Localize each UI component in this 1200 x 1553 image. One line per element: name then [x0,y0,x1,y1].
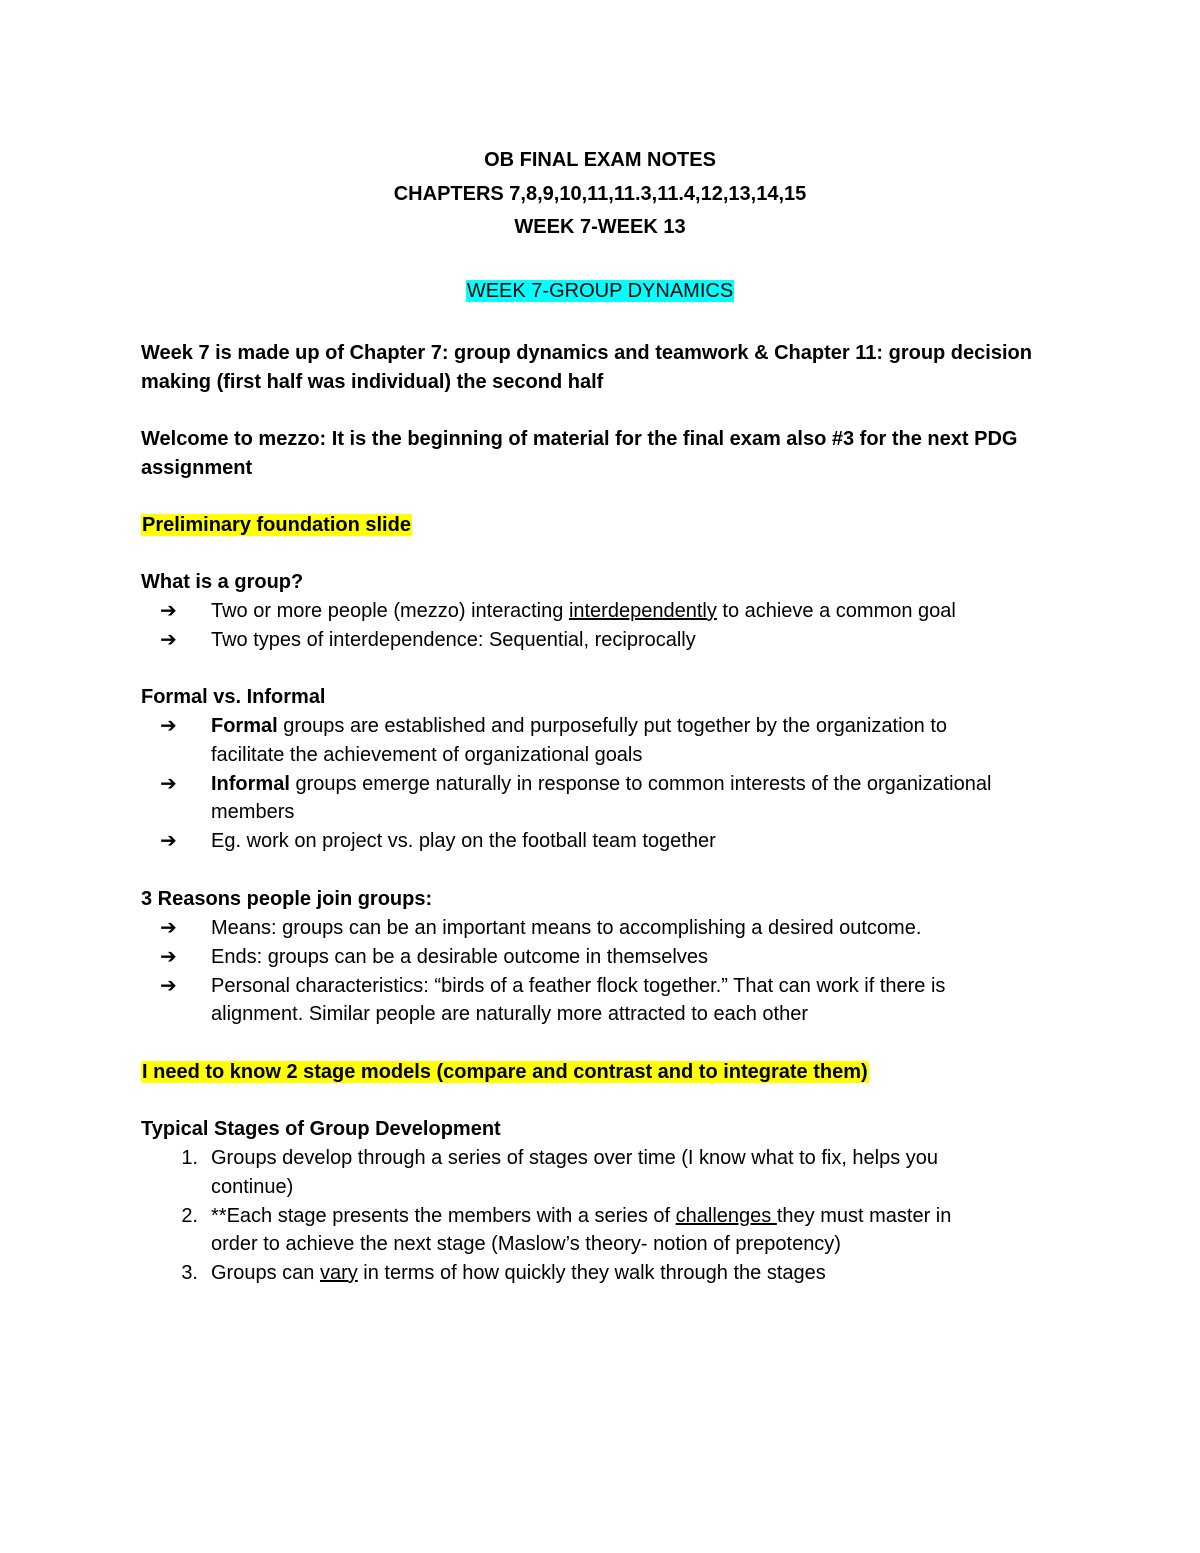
reasons-bullet-3-line-2: alignment. Similar people are naturally more attracted to each other [211,1003,808,1025]
stage-models-heading: I need to know 2 stage models (compare and contrast and to integrate them) [142,1061,868,1083]
stage-item-3-pre: Groups can [211,1262,320,1284]
stage-item-3 [211,1260,826,1286]
list-number: 3. [181,1262,198,1284]
stage-item-2-underlined: challenges [675,1205,777,1227]
arrow-bullet-icon: ➔ [160,773,177,795]
arrow-bullet-icon: ➔ [160,975,177,997]
stage-models-heading-wrap [141,1059,869,1085]
stage-item-3-post: in terms of how quickly they walk through the stages [357,1262,826,1284]
stage-item-3-underlined: vary [319,1262,358,1284]
group-bullet-1-underlined: interdependently [568,600,717,622]
doc-weeks: WEEK 7-WEEK 13 [514,216,686,238]
group-bullet-1 [211,598,956,624]
group-bullet-2: Two types of interdependence: Sequential, reciprocally [211,629,696,651]
doc-title: OB FINAL EXAM NOTES [484,149,716,171]
week7-heading-wrap [0,278,1200,304]
stage-item-2-line-1 [211,1203,951,1229]
stages-heading: Typical Stages of Group Development [141,1118,501,1140]
list-number: 1. [181,1147,198,1169]
formal-informal-heading: Formal vs. Informal [141,686,326,708]
intro-line-2: making (first half was individual) the second half [141,371,604,393]
stage-item-2-line-2: order to achieve the next stage (Maslow’s theory- notion of prepotency) [211,1233,841,1255]
informal-bold: Informal [211,773,290,795]
informal-bullet-line-1 [211,771,991,797]
doc-chapters: CHAPTERS 7,8,9,10,11,11.3,11.4,12,13,14,15 [393,183,807,205]
stage-item-2-post: they must master in [776,1205,952,1227]
formal-bullet-line-1 [211,713,947,739]
informal-bullet-line-2: members [211,801,295,823]
prelim-heading-wrap [141,512,412,538]
list-number: 2. [181,1205,198,1227]
intro-line-1: Week 7 is made up of Chapter 7: group dynamics and teamwork & Chapter 11: group decision [141,342,1032,364]
reasons-bullet-2: Ends: groups can be a desirable outcome in themselves [211,946,708,968]
formal-bold: Formal [211,715,278,737]
arrow-bullet-icon: ➔ [160,715,177,737]
stage-item-2-pre: **Each stage presents the members with a series of [211,1205,676,1227]
reasons-heading: 3 Reasons people join groups: [141,888,433,910]
prelim-heading: Preliminary foundation slide [142,514,411,536]
stage-item-1-line-2: continue) [211,1176,294,1198]
arrow-bullet-icon: ➔ [160,830,177,852]
arrow-bullet-icon: ➔ [160,917,177,939]
example-bullet: Eg. work on project vs. play on the football team together [211,830,716,852]
week7-heading: WEEK 7-GROUP DYNAMICS [466,280,734,302]
group-bullet-1-pre: Two or more people (mezzo) interacting [211,600,569,622]
arrow-bullet-icon: ➔ [160,629,177,651]
welcome-line-2: assignment [141,457,253,479]
formal-bullet-line-2: facilitate the achievement of organizational goals [211,744,643,766]
formal-text: groups are established and purposefully put together by the organization to [277,715,948,737]
stage-item-1-line-1: Groups develop through a series of stages over time (I know what to fix, helps you [211,1147,939,1169]
arrow-bullet-icon: ➔ [160,946,177,968]
group-bullet-1-post: to achieve a common goal [716,600,956,622]
arrow-bullet-icon: ➔ [160,600,177,622]
reasons-bullet-3-line-1: Personal characteristics: “birds of a feather flock together.” That can work if there is [211,975,946,997]
reasons-bullet-1: Means: groups can be an important means to accomplishing a desired outcome. [211,917,922,939]
informal-text: groups emerge naturally in response to common interests of the organizational [289,773,992,795]
what-is-group-heading: What is a group? [141,571,304,593]
welcome-line-1: Welcome to mezzo: It is the beginning of material for the final exam also #3 for the next PDG [141,428,1018,450]
